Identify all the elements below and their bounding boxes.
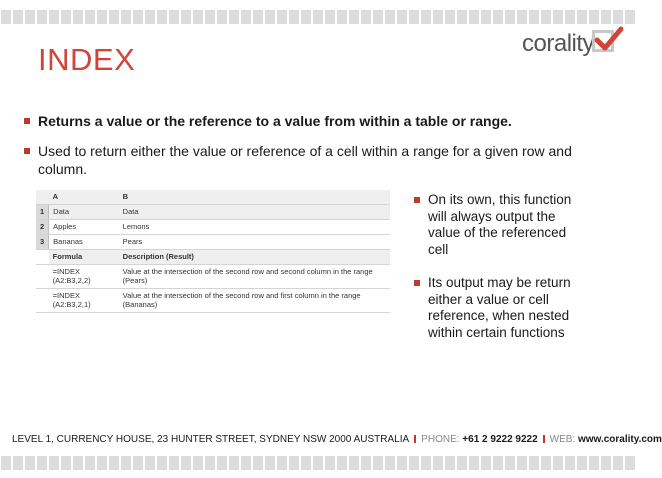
- strip-square: [229, 10, 239, 24]
- strip-square: [1, 10, 11, 24]
- strip-square: [601, 456, 611, 470]
- strip-square: [193, 456, 203, 470]
- strip-square: [361, 456, 371, 470]
- separator-bar: [543, 435, 545, 443]
- strip-square: [589, 456, 599, 470]
- strip-square: [193, 10, 203, 24]
- strip-square: [301, 10, 311, 24]
- strip-square: [433, 456, 443, 470]
- strip-square: [553, 10, 563, 24]
- strip-square: [337, 456, 347, 470]
- strip-square: [469, 456, 479, 470]
- strip-square: [349, 10, 359, 24]
- strip-square: [481, 10, 491, 24]
- strip-square: [205, 10, 215, 24]
- strip-square: [49, 10, 59, 24]
- strip-square: [397, 10, 407, 24]
- strip-square: [337, 10, 347, 24]
- cell-a3: Bananas: [49, 234, 119, 249]
- strip-square: [397, 456, 407, 470]
- strip-square: [133, 10, 143, 24]
- footer-contact: [12, 434, 662, 445]
- strip-square: [601, 10, 611, 24]
- strip-square: [109, 10, 119, 24]
- strip-square: [493, 10, 503, 24]
- bullet-on-its-own: On its own, this function will always output the value of the referenced cell: [412, 192, 582, 258]
- strip-square: [37, 10, 47, 24]
- strip-square: [493, 456, 503, 470]
- strip-square: [61, 456, 71, 470]
- strip-square: [541, 10, 551, 24]
- strip-square: [277, 456, 287, 470]
- strip-square: [169, 10, 179, 24]
- strip-square: [49, 456, 59, 470]
- strip-square: [85, 10, 95, 24]
- strip-square: [505, 456, 515, 470]
- table-row: [36, 219, 390, 234]
- strip-square: [565, 456, 575, 470]
- row-number: 1: [36, 204, 49, 219]
- strip-square: [265, 10, 275, 24]
- bullet-returns: Returns a value or the reference to a value from within a table or range.: [22, 112, 582, 130]
- description-cell: Value at the intersection of the second row and second column in the range (Pears): [119, 264, 390, 288]
- web-label: WEB:: [549, 434, 576, 445]
- footer-address: LEVEL 1, CURRENCY HOUSE, 23 HUNTER STREET, SYDNEY NSW 2000 AUSTRALIA: [12, 434, 410, 445]
- strip-square: [421, 456, 431, 470]
- strip-square: [145, 456, 155, 470]
- strip-square: [37, 456, 47, 470]
- bullet-square-icon: [24, 148, 30, 154]
- strip-square: [253, 456, 263, 470]
- separator-bar: [414, 435, 416, 443]
- strip-square: [145, 10, 155, 24]
- strip-square: [109, 456, 119, 470]
- table-row: [36, 288, 390, 312]
- bullet-square-icon: [414, 197, 420, 203]
- strip-square: [97, 10, 107, 24]
- strip-square: [613, 10, 623, 24]
- strip-square: [181, 10, 191, 24]
- strip-square: [73, 10, 83, 24]
- strip-square: [421, 10, 431, 24]
- strip-square: [553, 456, 563, 470]
- bullet-used-to: Used to return either the value or reference of a cell within a range for a given row and column.: [22, 142, 582, 178]
- description-header: Description (Result): [119, 249, 390, 264]
- table-row: [36, 264, 390, 288]
- strip-square: [265, 456, 275, 470]
- description-cell: Value at the intersection of the second row and first column in the range (Bananas): [119, 288, 390, 312]
- strip-square: [313, 10, 323, 24]
- strip-square: [157, 10, 167, 24]
- table-row: [36, 204, 390, 219]
- cell-b2: Lemons: [119, 219, 390, 234]
- strip-square: [73, 456, 83, 470]
- formula-cell: =INDEX (A2:B3,2,2): [49, 264, 119, 288]
- example-spreadsheet: [36, 190, 390, 313]
- strip-square: [13, 456, 23, 470]
- strip-square: [457, 10, 467, 24]
- strip-square: [529, 10, 539, 24]
- top-decorative-strip: [0, 10, 638, 24]
- side-bullets: [412, 192, 582, 341]
- main-bullets: [22, 112, 582, 178]
- strip-square: [385, 10, 395, 24]
- strip-square: [133, 456, 143, 470]
- strip-square: [229, 456, 239, 470]
- strip-square: [577, 10, 587, 24]
- strip-square: [205, 456, 215, 470]
- strip-square: [313, 456, 323, 470]
- strip-square: [61, 10, 71, 24]
- strip-square: [625, 456, 635, 470]
- strip-square: [1, 456, 11, 470]
- strip-square: [289, 10, 299, 24]
- strip-square: [445, 456, 455, 470]
- corality-logo: [522, 26, 622, 60]
- strip-square: [625, 10, 635, 24]
- bottom-decorative-strip: [0, 456, 638, 470]
- logo-text: corality: [522, 30, 595, 57]
- strip-square: [277, 10, 287, 24]
- strip-square: [253, 10, 263, 24]
- cell-b3: Pears: [119, 234, 390, 249]
- bullet-its-output: Its output may be return either a value or cell reference, when nested within certain functions: [412, 275, 582, 341]
- strip-square: [349, 456, 359, 470]
- strip-square: [541, 456, 551, 470]
- slide-title: INDEX: [38, 42, 136, 77]
- strip-square: [529, 456, 539, 470]
- strip-square: [325, 456, 335, 470]
- bullet-square-icon: [24, 118, 30, 124]
- strip-square: [169, 456, 179, 470]
- strip-square: [85, 456, 95, 470]
- strip-square: [97, 456, 107, 470]
- strip-square: [613, 456, 623, 470]
- strip-square: [577, 456, 587, 470]
- strip-square: [517, 456, 527, 470]
- strip-square: [373, 10, 383, 24]
- strip-square: [121, 10, 131, 24]
- strip-square: [217, 10, 227, 24]
- bullet-square-icon: [414, 280, 420, 286]
- strip-square: [289, 456, 299, 470]
- strip-square: [505, 10, 515, 24]
- strip-square: [241, 456, 251, 470]
- strip-square: [217, 456, 227, 470]
- strip-square: [25, 10, 35, 24]
- strip-square: [181, 456, 191, 470]
- row-number: 2: [36, 219, 49, 234]
- phone-label: PHONE:: [421, 434, 460, 445]
- column-header-row: [36, 190, 390, 204]
- strip-square: [469, 10, 479, 24]
- cell-a2: Apples: [49, 219, 119, 234]
- web-link[interactable]: www.corality.com: [578, 434, 662, 445]
- strip-square: [361, 10, 371, 24]
- strip-square: [325, 10, 335, 24]
- strip-square: [457, 456, 467, 470]
- formula-header: Formula: [49, 249, 119, 264]
- strip-square: [373, 456, 383, 470]
- formula-cell: =INDEX (A2:B3,2,1): [49, 288, 119, 312]
- strip-square: [481, 456, 491, 470]
- strip-square: [433, 10, 443, 24]
- strip-square: [301, 456, 311, 470]
- strip-square: [565, 10, 575, 24]
- strip-square: [13, 10, 23, 24]
- phone-number: +61 2 9222 9222: [462, 434, 538, 445]
- table-row: [36, 234, 390, 249]
- strip-square: [445, 10, 455, 24]
- row-number: 3: [36, 234, 49, 249]
- column-header-b: B: [119, 190, 390, 204]
- column-header-a: A: [49, 190, 119, 204]
- checkmark-icon: [594, 26, 624, 54]
- strip-square: [157, 456, 167, 470]
- strip-square: [409, 456, 419, 470]
- strip-square: [241, 10, 251, 24]
- strip-square: [517, 10, 527, 24]
- strip-square: [409, 10, 419, 24]
- strip-square: [25, 456, 35, 470]
- strip-square: [589, 10, 599, 24]
- strip-square: [121, 456, 131, 470]
- cell-a1: Data: [49, 204, 119, 219]
- strip-square: [385, 456, 395, 470]
- cell-b1: Data: [119, 204, 390, 219]
- formula-header-row: [36, 249, 390, 264]
